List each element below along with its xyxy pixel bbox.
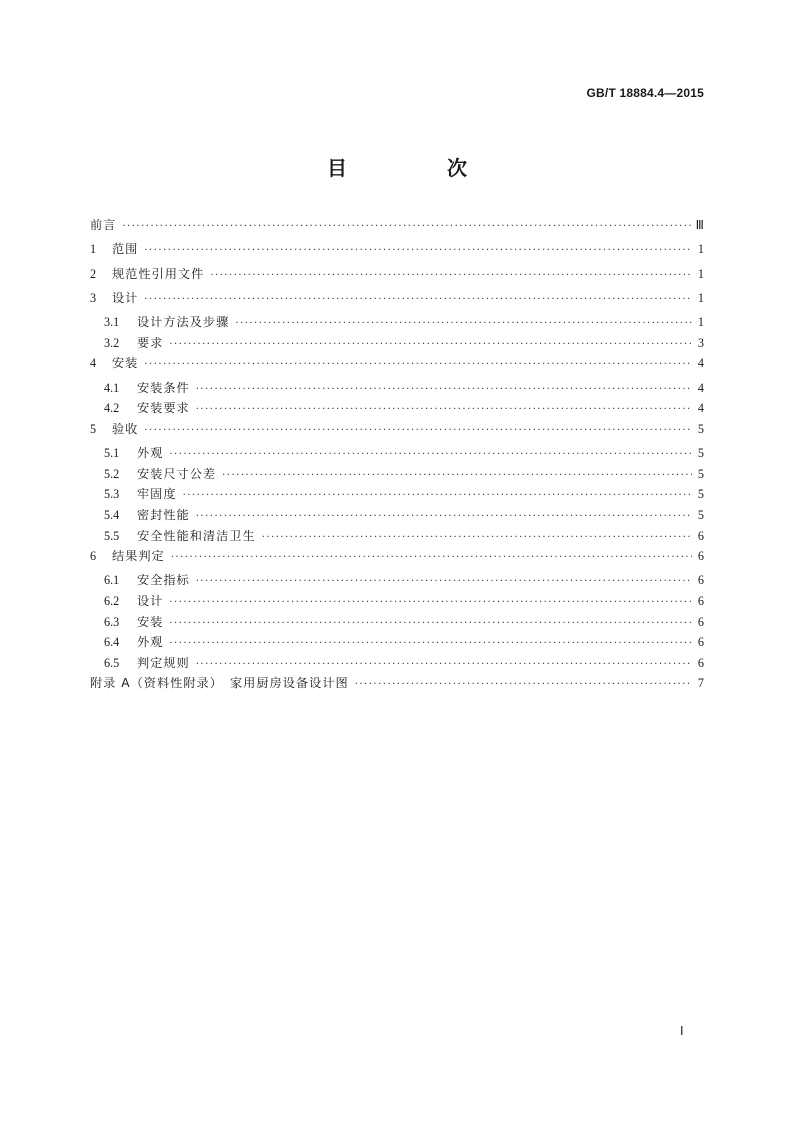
toc-entry[interactable] — [90, 265, 704, 289]
toc-entry-number: 6 — [90, 549, 97, 564]
toc-entry-page: 6 — [697, 594, 704, 609]
toc-entry-page: 6 — [697, 549, 704, 564]
toc-entry-label: 安全性能和清洁卫生 — [137, 528, 256, 543]
toc-entry-number: 5.3 — [104, 487, 120, 502]
toc-entry-number: 2 — [90, 266, 97, 281]
toc-entry[interactable] — [90, 485, 704, 506]
toc-entry[interactable] — [90, 420, 704, 444]
toc-entry-number: 5.5 — [104, 528, 120, 543]
toc-leader-dots — [222, 470, 692, 481]
toc-entry-number: 6.3 — [104, 614, 120, 629]
toc-entry-page: 1 — [697, 290, 704, 305]
toc-entry[interactable] — [90, 613, 704, 634]
toc-entry-number: 5 — [90, 421, 97, 436]
toc-entry-label: 密封性能 — [137, 507, 190, 522]
toc-entry-number: 4.2 — [104, 401, 120, 416]
toc-entry-page: 6 — [697, 635, 704, 650]
toc-entry-label: 范围 — [112, 242, 139, 257]
toc-entry-number: 5.1 — [104, 446, 120, 461]
toc-entry-page: 4 — [697, 380, 704, 395]
toc-entry-page: 1 — [697, 266, 704, 281]
toc-leader-dots — [169, 449, 692, 460]
toc-entry-number: 3.2 — [104, 335, 120, 350]
toc-entry-page: Ⅲ — [695, 218, 704, 232]
toc-entry-label: 前言 — [90, 218, 117, 232]
toc-leader-dots — [235, 318, 692, 329]
toc-leader-dots — [169, 638, 692, 649]
toc-entry-page: 5 — [697, 446, 704, 461]
toc-entry-label: 要求 — [137, 335, 164, 350]
toc-leader-dots — [122, 221, 691, 232]
toc-entry-number: 5.2 — [104, 466, 120, 481]
toc-leader-dots — [169, 618, 692, 629]
toc-entry-number: 6.4 — [104, 635, 120, 650]
toc-entry[interactable] — [90, 547, 704, 571]
toc-entry-label: 设计方法及步骤 — [137, 315, 230, 330]
toc-entry[interactable] — [90, 674, 704, 698]
toc-entry-number: 6.5 — [104, 655, 120, 670]
toc-leader-dots — [196, 511, 692, 522]
toc-entry-label: 安装条件 — [137, 380, 190, 395]
toc-leader-dots — [171, 552, 692, 563]
toc-leader-dots — [262, 532, 692, 543]
toc-leader-dots — [183, 490, 692, 501]
toc-entry-label: 安装 — [112, 356, 139, 371]
toc-entry[interactable] — [90, 379, 704, 400]
toc-entry-label: 规范性引用文件 — [112, 266, 205, 281]
toc-leader-dots — [355, 679, 692, 690]
toc-leader-dots — [196, 576, 692, 587]
toc-leader-dots — [196, 659, 692, 670]
toc-entry-page: 6 — [697, 528, 704, 543]
toc-entry-page: 3 — [697, 335, 704, 350]
toc-entry-page: 6 — [697, 655, 704, 670]
toc-leader-dots — [144, 359, 692, 370]
toc-entry-page: 5 — [697, 466, 704, 481]
toc-entry[interactable] — [90, 506, 704, 527]
toc-entry-label: 安全指标 — [137, 573, 190, 588]
toc-entry-label: 设计 — [112, 290, 139, 305]
toc-entry[interactable] — [90, 633, 704, 654]
toc-entry[interactable] — [90, 527, 704, 548]
standard-code: GB/T 18884.4—2015 — [586, 86, 704, 100]
toc-entry[interactable] — [90, 444, 704, 465]
toc-entry[interactable] — [90, 289, 704, 313]
table-of-contents — [90, 216, 704, 699]
toc-entry-page: 4 — [697, 356, 704, 371]
toc-entry-label: 安装尺寸公差 — [137, 466, 217, 481]
toc-leader-dots — [144, 425, 692, 436]
toc-leader-dots — [196, 404, 692, 415]
toc-leader-dots — [169, 597, 692, 608]
toc-entry-page: 4 — [697, 401, 704, 416]
toc-entry[interactable] — [90, 592, 704, 613]
toc-entry-number: 4 — [90, 356, 97, 371]
toc-entry-number: 6.1 — [104, 573, 120, 588]
toc-entry-label: 附录 A（资料性附录） 家用厨房设备设计图 — [90, 676, 349, 691]
toc-entry-page: 5 — [697, 421, 704, 436]
toc-entry-number: 4.1 — [104, 380, 120, 395]
toc-entry-label: 验收 — [112, 421, 139, 436]
page-number: Ⅰ — [680, 1024, 684, 1038]
toc-entry-page: 7 — [697, 676, 704, 691]
toc-entry-label: 安装 — [137, 614, 164, 629]
toc-entry-label: 安装要求 — [137, 401, 190, 416]
toc-entry-number: 1 — [90, 242, 97, 257]
toc-entry[interactable] — [90, 334, 704, 355]
toc-entry-label: 牢固度 — [137, 487, 177, 502]
toc-entry-page: 6 — [697, 573, 704, 588]
toc-entry-page: 5 — [697, 507, 704, 522]
toc-entry-label: 判定规则 — [137, 655, 190, 670]
toc-entry-page: 6 — [697, 614, 704, 629]
toc-entry[interactable] — [90, 354, 704, 378]
toc-entry[interactable] — [90, 571, 704, 592]
toc-entry-number: 6.2 — [104, 594, 120, 609]
toc-leader-dots — [144, 294, 692, 305]
toc-entry[interactable] — [90, 216, 704, 240]
toc-leader-dots — [210, 270, 692, 281]
toc-entry[interactable] — [90, 654, 704, 675]
toc-entry-label: 外观 — [137, 446, 164, 461]
toc-entry-page: 1 — [697, 315, 704, 330]
toc-entry-page: 5 — [697, 487, 704, 502]
toc-entry-label: 结果判定 — [112, 549, 165, 564]
page-title: 目 次 — [327, 156, 507, 180]
toc-leader-dots — [144, 245, 692, 256]
toc-leader-dots — [196, 384, 692, 395]
toc-entry-number: 3.1 — [104, 315, 120, 330]
toc-leader-dots — [169, 339, 692, 350]
toc-entry-label: 设计 — [137, 594, 164, 609]
toc-entry[interactable] — [90, 465, 704, 486]
toc-entry-page: 1 — [697, 242, 704, 257]
toc-entry[interactable] — [90, 240, 704, 264]
toc-entry-label: 外观 — [137, 635, 164, 650]
toc-entry-number: 3 — [90, 290, 97, 305]
toc-entry[interactable] — [90, 399, 704, 420]
toc-entry-number: 5.4 — [104, 507, 120, 522]
toc-entry[interactable] — [90, 313, 704, 334]
